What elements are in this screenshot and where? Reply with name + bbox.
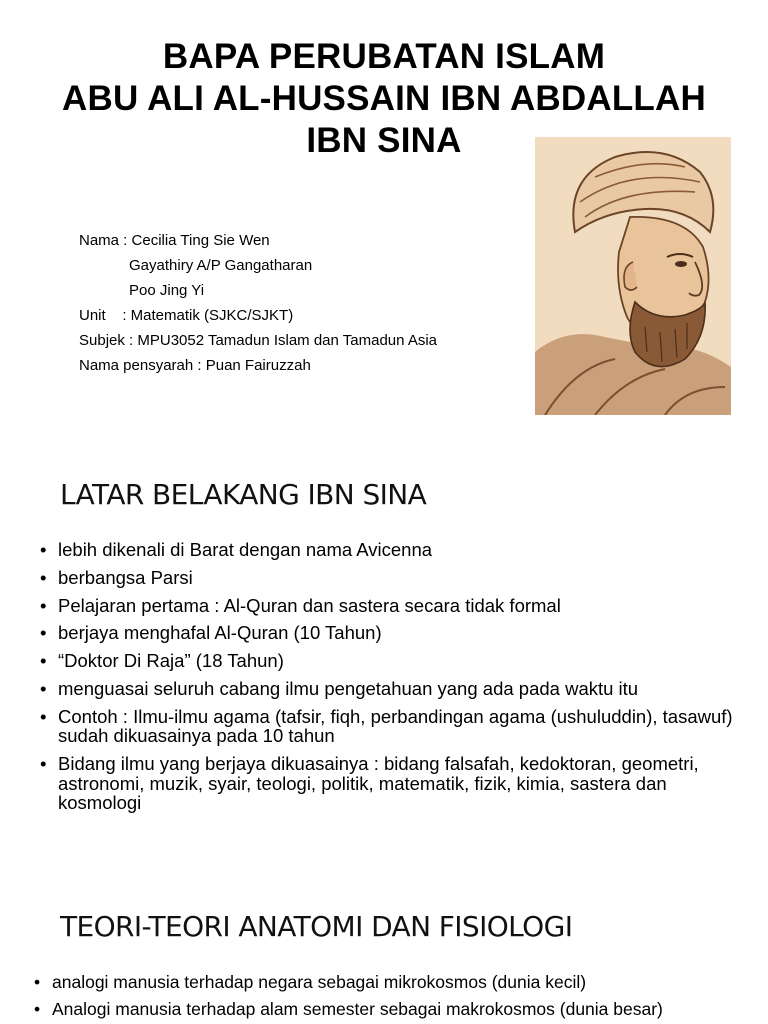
anatomy-slide [0, 884, 768, 1024]
bullet-icon: • [40, 594, 47, 616]
bullet-text: Bidang ilmu yang berjaya dikuasainya : bidang falsafah, kedoktoran, geometri, astronomi, muzik, syair, teologi, politik, matematik, fizik, kimia, sastera dan kosmologi [58, 753, 699, 814]
bullet-text: analogi manusia terhadap negara sebagai mikrokosmos (dunia kecil) [52, 972, 587, 992]
list-item [40, 540, 740, 560]
list-item [40, 754, 740, 813]
ibn-sina-portrait [535, 137, 731, 415]
info-line: Subjek : MPU3052 Tamadun Islam dan Tamadun Asia [79, 332, 437, 349]
bullet-icon: • [40, 622, 47, 644]
portrait-illustration [535, 137, 731, 415]
info-line: Nama : Cecilia Ting Sie Wen [79, 232, 270, 249]
section-heading: LATAR BELAKANG IBN SINA [60, 478, 427, 511]
bullet-icon: • [40, 677, 47, 699]
bullet-text: berbangsa Parsi [58, 566, 193, 588]
list-item [40, 679, 740, 699]
bullet-icon: • [34, 972, 41, 992]
bullet-text: “Doktor Di Raja” (18 Tahun) [58, 650, 284, 672]
list-item [40, 707, 740, 746]
list-item [40, 623, 740, 643]
bullet-text: menguasai seluruh cabang ilmu pengetahuan yang ada pada waktu itu [58, 677, 639, 699]
background-slide [0, 456, 768, 884]
bullet-list [40, 540, 740, 821]
bullet-icon: • [40, 753, 47, 775]
section-heading: TEORI-TEORI ANATOMI DAN FISIOLOGI [60, 910, 573, 943]
presenter-info [79, 228, 437, 378]
bullet-text: berjaya menghafal Al-Quran (10 Tahun) [58, 622, 382, 644]
bullet-text: Analogi manusia terhadap alam semester sebagai makrokosmos (dunia besar) [52, 998, 663, 1019]
bullet-icon: • [40, 566, 47, 588]
title-line: BAPA PERUBATAN ISLAM [162, 37, 606, 76]
info-line: Poo Jing Yi [79, 282, 205, 299]
list-item [34, 973, 744, 993]
title-slide [0, 0, 768, 456]
bullet-icon: • [40, 539, 47, 560]
bullet-text: Pelajaran pertama : Al-Quran dan sastera secara tidak formal [58, 594, 561, 616]
bullet-icon: • [40, 705, 47, 727]
list-item [40, 596, 740, 616]
bullet-text: lebih dikenali di Barat dengan nama Avicenna [58, 539, 433, 560]
info-line: Gayathiry A/P Gangatharan [79, 257, 313, 274]
bullet-text: Contoh : Ilmu-ilmu agama (tafsir, fiqh, perbandingan agama (ushuluddin), tasawuf) sudah dikuasainya pada 10 tahun [58, 705, 733, 747]
info-line: Nama pensyarah : Puan Fairuzzah [79, 357, 311, 374]
title-line: ABU ALI AL-HUSSAIN IBN ABDALLAH [62, 79, 706, 118]
list-item [40, 651, 740, 671]
bullet-icon: • [34, 998, 41, 1019]
bullet-list [34, 973, 744, 1024]
bullet-icon: • [40, 650, 47, 672]
list-item [34, 1000, 744, 1020]
title-line: IBN SINA [306, 121, 462, 160]
info-line: Unit : Matematik (SJKC/SJKT) [79, 307, 294, 324]
list-item [40, 568, 740, 588]
